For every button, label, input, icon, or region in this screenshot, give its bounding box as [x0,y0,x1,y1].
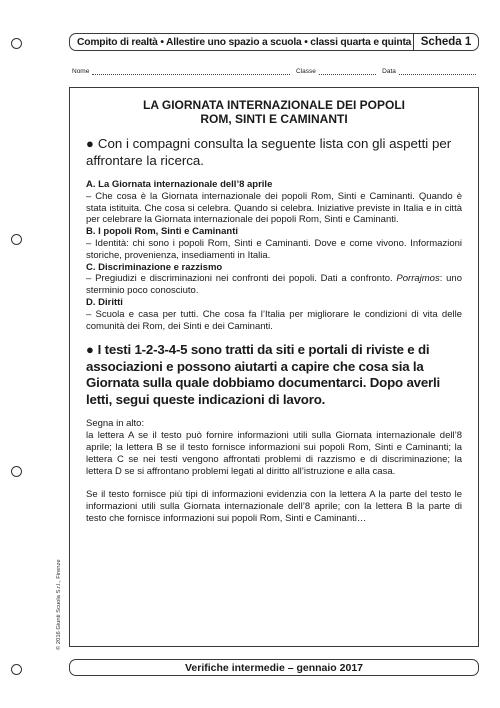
class-label: Classe [295,68,316,75]
texts-bullet [86,342,462,408]
section-c-text [86,273,462,297]
section-a-text: – Che cosa è la Giornata internazionale dei popoli Rom, Sinti e Caminanti. Quando è stata istituita. Che cosa si celebra. Quando si celebra. Iniziative previste in Italia e in città per celebrare la Giornata internazionale dei popoli Rom, Sinti e Caminanti. [86,190,462,226]
student-fields [72,68,476,75]
section-b-heading: B. I popoli Rom, Sinti e Caminanti [86,226,239,238]
binder-hole-top [11,38,22,49]
section-c-text-part2: : uno sterminio poco conosciuto. [86,273,462,297]
name-field[interactable] [92,69,290,75]
section-d-text: – Scuola e casa per tutti. Che cosa fa l’Italia per migliorare le condizioni di vita delle comunità dei Rom, dei Sinti e dei Caminanti. [86,308,462,332]
copyright-note: © 2016 Giunti Scuola S.r.l., Firenze [56,559,62,650]
section-b-text: – Identità: chi sono i popoli Rom, Sinti e Caminanti. Dove e come vivono. Informazioni storiche, provenienza, insediamenti in Italia. [86,237,462,261]
name-label: Nome [72,68,90,75]
texts-bullet-text: I testi 1-2-3-4-5 sono tratti da siti e portali di riviste e di associazioni e possono aiutarti a capire che cosa sia la Giornata sulla quale dobbiamo documentarci. Dopo averli letti, segui queste indicazioni di lavoro. [86,342,440,407]
section-c-heading: C. Discriminazione e razzismo [86,261,223,273]
sheet-number: Scheda 1 [413,34,478,50]
intro-text: Con i compagni consulta la seguente lista con gli aspetti per affrontare la ricerca. [86,136,452,168]
instructions-heading: Segna in alto: [86,418,145,430]
content-box [69,87,479,647]
instructions [86,418,462,524]
instructions-text-2: Se il testo fornisce più tipi di informazioni evidenzia con la lettera A la parte del testo le informazioni utili sulla Giornata internazionale dell’8 aprile; con la lettera B la parte di testo che fornisce informazioni sui popoli Rom, Sinti e Caminanti… [86,489,462,524]
binder-hole-bottom [11,664,22,675]
title-line-1: LA GIORNATA INTERNAZIONALE DEI POPOLI [143,98,405,112]
section-d-heading: D. Diritti [86,296,123,308]
section-c-italic-term: Porrajmos [396,273,440,285]
worksheet-footer: Verifiche intermedie – gennaio 2017 [69,659,479,676]
bullet-dot-icon: ● [86,136,94,151]
header-topic: Compito di realtà • Allestire uno spazio a scuola • classi quarta e quinta [77,36,412,48]
section-c-text-part1: – Pregiudizi e discriminazioni nei confronti dei popoli. Dati a confronto. [86,273,397,285]
date-field[interactable] [399,69,476,75]
bullet-dot-icon: ● [86,342,94,358]
class-field[interactable] [319,69,376,75]
date-label: Data [382,68,396,75]
section-a-heading: A. La Giornata internazionale dell’8 aprile [86,179,273,190]
title-line-2: ROM, SINTI E CAMINANTI [200,112,348,126]
instructions-text-1: la lettera A se il testo può fornire informazioni utili sulla Giornata internazionale dell’8 aprile; la lettera B se il testo fornisce informazioni sui popoli Rom, Sinti e Caminanti; la lettera C se nei testi vengono affrontati problemi di razzismo e di discriminazione; la lettera D se si affrontano problemi legati al diritto all’istruzione e alla casa. [86,430,462,477]
binder-hole-lower [11,466,22,477]
research-topics [86,179,462,332]
worksheet-header [69,33,479,51]
binder-hole-middle [11,234,22,245]
page-title [86,98,462,126]
intro-bullet [86,136,462,169]
